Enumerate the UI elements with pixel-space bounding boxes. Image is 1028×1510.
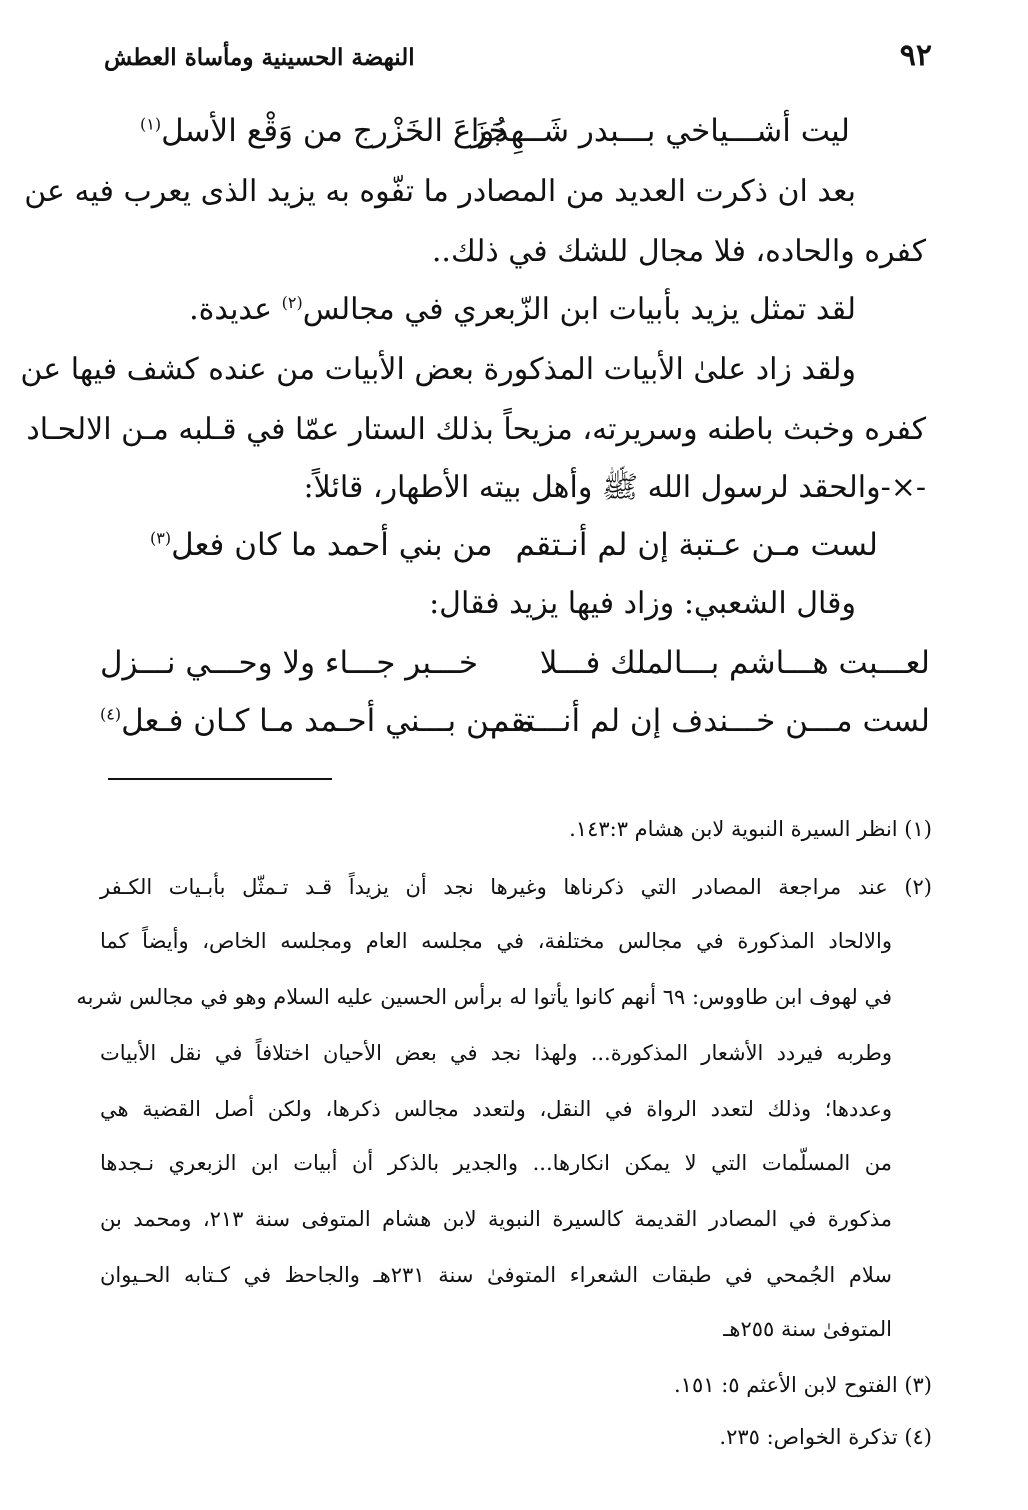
verse-4-first-hemistich: لست مـــن خـــندف إن لم أنـــتقم	[489, 703, 930, 739]
paragraph-2	[189, 290, 856, 330]
footnote-3: (٣) الفتوح لابن الأعثم ٥: ١٥١.	[673, 1373, 932, 1397]
paragraph-2-text-a: لقد تمثل يزيد بأبيات ابن الزّبعري في مجالس	[302, 292, 856, 327]
footnote-2-line-7: مذكورة في المصادر القديمة كالسيرة النبوية لابن هشام المتوفى سنة ٢١٣، ومحمد بن	[100, 1207, 892, 1231]
paragraph-1-line-2: كفره والحاده، فلا مجال للشك في ذلك..	[431, 234, 926, 269]
footnote-ref-1: (١)	[140, 114, 162, 134]
footnote-ref-3: (٣)	[150, 528, 172, 548]
footnote-1: (١) انظر السيرة النبوية لابن هشام ١٤٣:٣.	[569, 817, 932, 841]
footnote-separator	[108, 778, 332, 780]
footnote-2-line-6: من المسلّمات التي لا يمكن انكارها... والجدير بالذكر أن أبيات ابن الزبعري نـجدها	[100, 1151, 892, 1175]
verse-4-second-hemistich	[100, 700, 533, 742]
footnote-2-line-4: وطربه فيردد الأشعار المذكورة... ولهذا نجد في بعض الأحيان اختلافاً في نقل الأبيات	[100, 1041, 892, 1065]
paragraph-4: وقال الشعبي: وزاد فيها يزيد فقال:	[429, 586, 856, 621]
footnote-2-line-9: المتوفىٰ سنة ٢٥٥هـ	[723, 1317, 892, 1341]
footnote-ref-4: (٤)	[100, 704, 122, 724]
footnote-2-line-8: سلام الجُمحي في طبقات الشعراء المتوفىٰ سنة ٢٣١هـ والجاحظ في كـتابه الحـيوان	[100, 1263, 892, 1287]
verse-3-second-hemistich: خـــبر جـــاء ولا وحـــي نـــزل	[100, 645, 479, 681]
page-number: ٩٢	[899, 38, 932, 73]
verse-2-second-hemistich	[150, 524, 493, 566]
paragraph-2-text-b: عديدة.	[189, 292, 282, 327]
footnote-2-line-3: في لهوف ابن طاووس: ٦٩ أنهم كانوا يأتوا له برأس الحسين عليه السلام وهو في مجالس شربه	[76, 985, 892, 1009]
paragraph-1-line-1: بعد ان ذكرت العديد من المصادر ما تفّوه به يزيد الذى يعرب فيه عن	[24, 174, 856, 209]
paragraph-3-line-2: كفره وخبث باطنه وسريرته، مزيحاً بذلك الستار عمّا في قـلبه مـن الالحـاد	[26, 412, 926, 447]
footnote-2-line-2: والالحاد المذكورة في مجالس مختلفة، في مجلسه العام ومجلسه الخاص، وأيضاً كما	[100, 929, 892, 953]
verse-2-second-text: من بني أحمد ما كان فعل	[171, 527, 493, 563]
running-header-title: النهضة الحسينية ومأساة العطش	[104, 44, 415, 71]
verse-1-second-hemistich	[140, 110, 508, 152]
footnote-2-line-5: وعددها؛ وذلك لتعدد الرواة في النقل، ولتعدد مجالس ذكرها، ولكن أصل القضية هي	[100, 1097, 892, 1121]
verse-1-first-hemistich: ليت أشـــياخي بـــبدر شَــهِدُوا	[470, 113, 850, 149]
verse-4-second-text: مـــن بـــني أحـمد مـا كـان فـعل	[121, 703, 534, 739]
footnote-4: (٤) تذكرة الخواص: ٢٣٥.	[719, 1425, 932, 1449]
footnote-ref-2: (٢)	[281, 293, 303, 312]
paragraph-3-line-1: ولقد زاد علىٰ الأبيات المذكورة بعض الأبيات من عنده كشف فيها عن	[20, 352, 856, 387]
paragraph-3-line-3: -×-والحقد لرسول الله ﷺ وأهل بيته الأطهار، قائلاً:	[303, 470, 926, 505]
verse-1-second-text: جَزَعَ الخَزْرج من وَقْع الأسل	[161, 113, 508, 149]
verse-2-first-hemistich: لست مـن عـتبة إن لم أنـتقم	[515, 527, 878, 563]
verse-3-first-hemistich: لعـــبت هـــاشم بـــالملك فـــلا	[539, 645, 930, 681]
footnote-2-line-1: (٢) عند مراجعة المصادر التي ذكرناها وغيرها نجد أن يزيداً قـد تـمثّل بأبـيات الكـفر	[100, 875, 932, 899]
